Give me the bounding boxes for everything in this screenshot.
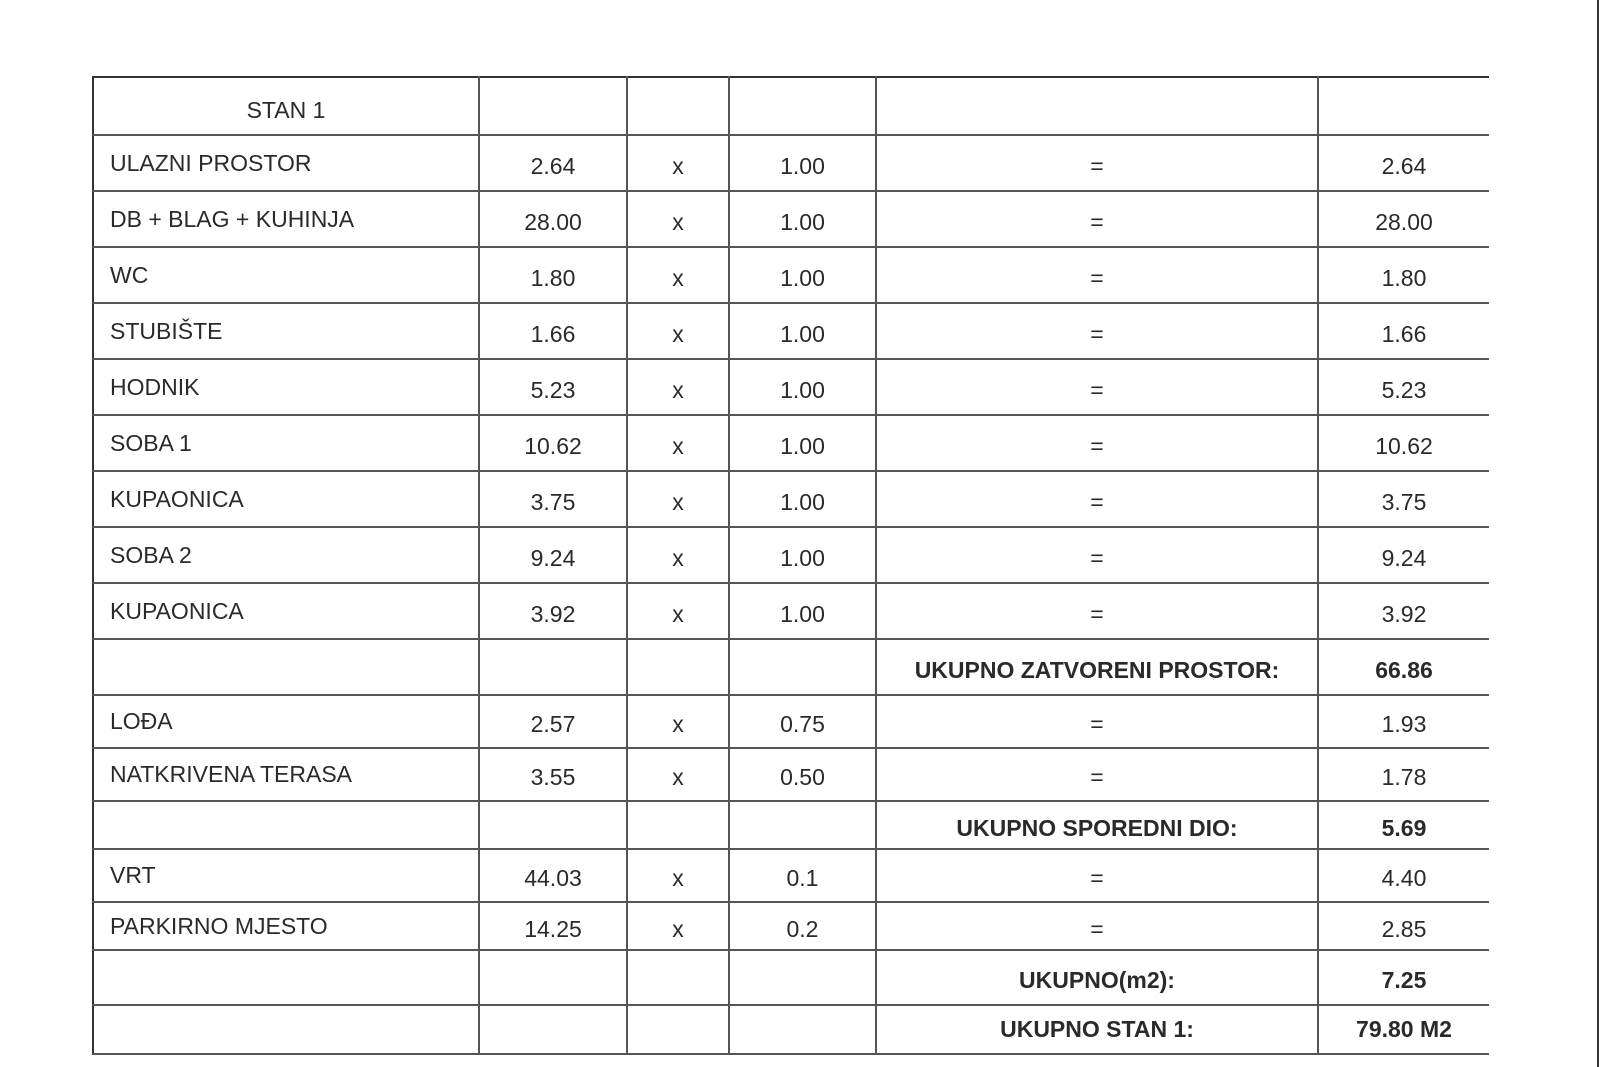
table-row <box>93 247 1489 303</box>
sum-m2-label: UKUPNO(m2): <box>876 950 1318 1005</box>
table-row <box>93 583 1489 639</box>
result-value: 28.00 <box>1318 191 1489 247</box>
subtotal-row-m2 <box>93 950 1489 1005</box>
equals-sign: = <box>876 902 1318 950</box>
area-value: 9.24 <box>479 527 627 583</box>
result-value: 1.66 <box>1318 303 1489 359</box>
area-value: 10.62 <box>479 415 627 471</box>
result-value: 2.64 <box>1318 135 1489 191</box>
result-value: 2.85 <box>1318 902 1489 950</box>
side-area-label: UKUPNO SPOREDNI DIO: <box>876 801 1318 849</box>
room-name: SOBA 2 <box>93 527 479 583</box>
grand-total-row <box>93 1005 1489 1054</box>
grand-total-label: UKUPNO STAN 1: <box>876 1005 1318 1054</box>
coefficient: 1.00 <box>729 471 876 527</box>
multiply-sign: x <box>627 695 729 748</box>
table-row <box>93 902 1489 950</box>
coefficient: 1.00 <box>729 527 876 583</box>
multiply-sign: x <box>627 303 729 359</box>
closed-space-value: 66.86 <box>1318 639 1489 695</box>
area-value: 3.75 <box>479 471 627 527</box>
room-name: KUPAONICA <box>93 583 479 639</box>
room-name: WC <box>93 247 479 303</box>
coefficient: 1.00 <box>729 135 876 191</box>
equals-sign: = <box>876 748 1318 801</box>
result-value: 1.80 <box>1318 247 1489 303</box>
area-value: 1.66 <box>479 303 627 359</box>
table-row <box>93 695 1489 748</box>
multiply-sign: x <box>627 849 729 902</box>
room-name: STUBIŠTE <box>93 303 479 359</box>
coefficient: 0.2 <box>729 902 876 950</box>
area-value: 1.80 <box>479 247 627 303</box>
area-value: 44.03 <box>479 849 627 902</box>
table-row <box>93 415 1489 471</box>
area-value: 2.57 <box>479 695 627 748</box>
multiply-sign: x <box>627 902 729 950</box>
multiply-sign: x <box>627 583 729 639</box>
coefficient: 0.1 <box>729 849 876 902</box>
page-edge-line <box>1597 0 1599 1067</box>
area-value: 5.23 <box>479 359 627 415</box>
area-value: 2.64 <box>479 135 627 191</box>
result-value: 9.24 <box>1318 527 1489 583</box>
result-value: 3.75 <box>1318 471 1489 527</box>
result-value: 1.93 <box>1318 695 1489 748</box>
equals-sign: = <box>876 359 1318 415</box>
multiply-sign: x <box>627 415 729 471</box>
equals-sign: = <box>876 247 1318 303</box>
equals-sign: = <box>876 415 1318 471</box>
result-value: 1.78 <box>1318 748 1489 801</box>
area-value: 3.92 <box>479 583 627 639</box>
room-name: KUPAONICA <box>93 471 479 527</box>
multiply-sign: x <box>627 247 729 303</box>
table-row <box>93 191 1489 247</box>
multiply-sign: x <box>627 748 729 801</box>
room-name: HODNIK <box>93 359 479 415</box>
side-area-value: 5.69 <box>1318 801 1489 849</box>
equals-sign: = <box>876 849 1318 902</box>
table-row <box>93 527 1489 583</box>
table-row <box>93 471 1489 527</box>
coefficient: 1.00 <box>729 247 876 303</box>
closed-space-label: UKUPNO ZATVORENI PROSTOR: <box>876 639 1318 695</box>
table-row <box>93 748 1489 801</box>
equals-sign: = <box>876 471 1318 527</box>
result-value: 4.40 <box>1318 849 1489 902</box>
coefficient: 1.00 <box>729 359 876 415</box>
area-value: 14.25 <box>479 902 627 950</box>
subtotal-row-closed <box>93 639 1489 695</box>
room-name: LOĐA <box>93 695 479 748</box>
room-name: VRT <box>93 849 479 902</box>
sum-m2-value: 7.25 <box>1318 950 1489 1005</box>
equals-sign: = <box>876 135 1318 191</box>
equals-sign: = <box>876 527 1318 583</box>
result-value: 5.23 <box>1318 359 1489 415</box>
table-title: STAN 1 <box>93 77 479 135</box>
coefficient: 0.75 <box>729 695 876 748</box>
coefficient: 0.50 <box>729 748 876 801</box>
multiply-sign: x <box>627 135 729 191</box>
result-value: 3.92 <box>1318 583 1489 639</box>
coefficient: 1.00 <box>729 415 876 471</box>
result-value: 10.62 <box>1318 415 1489 471</box>
multiply-sign: x <box>627 471 729 527</box>
multiply-sign: x <box>627 527 729 583</box>
subtotal-row-side <box>93 801 1489 849</box>
coefficient: 1.00 <box>729 303 876 359</box>
equals-sign: = <box>876 583 1318 639</box>
table-row <box>93 135 1489 191</box>
room-name: DB + BLAG + KUHINJA <box>93 191 479 247</box>
area-table <box>92 76 1489 1055</box>
room-name: PARKIRNO MJESTO <box>93 902 479 950</box>
equals-sign: = <box>876 191 1318 247</box>
multiply-sign: x <box>627 191 729 247</box>
table-row <box>93 303 1489 359</box>
multiply-sign: x <box>627 359 729 415</box>
coefficient: 1.00 <box>729 583 876 639</box>
coefficient: 1.00 <box>729 191 876 247</box>
area-value: 28.00 <box>479 191 627 247</box>
area-value: 3.55 <box>479 748 627 801</box>
table-row <box>93 849 1489 902</box>
table-header-row <box>93 77 1489 135</box>
equals-sign: = <box>876 695 1318 748</box>
table-row <box>93 359 1489 415</box>
room-name: SOBA 1 <box>93 415 479 471</box>
grand-total-value: 79.80 M2 <box>1318 1005 1489 1054</box>
room-name: NATKRIVENA TERASA <box>93 748 479 801</box>
room-name: ULAZNI PROSTOR <box>93 135 479 191</box>
equals-sign: = <box>876 303 1318 359</box>
